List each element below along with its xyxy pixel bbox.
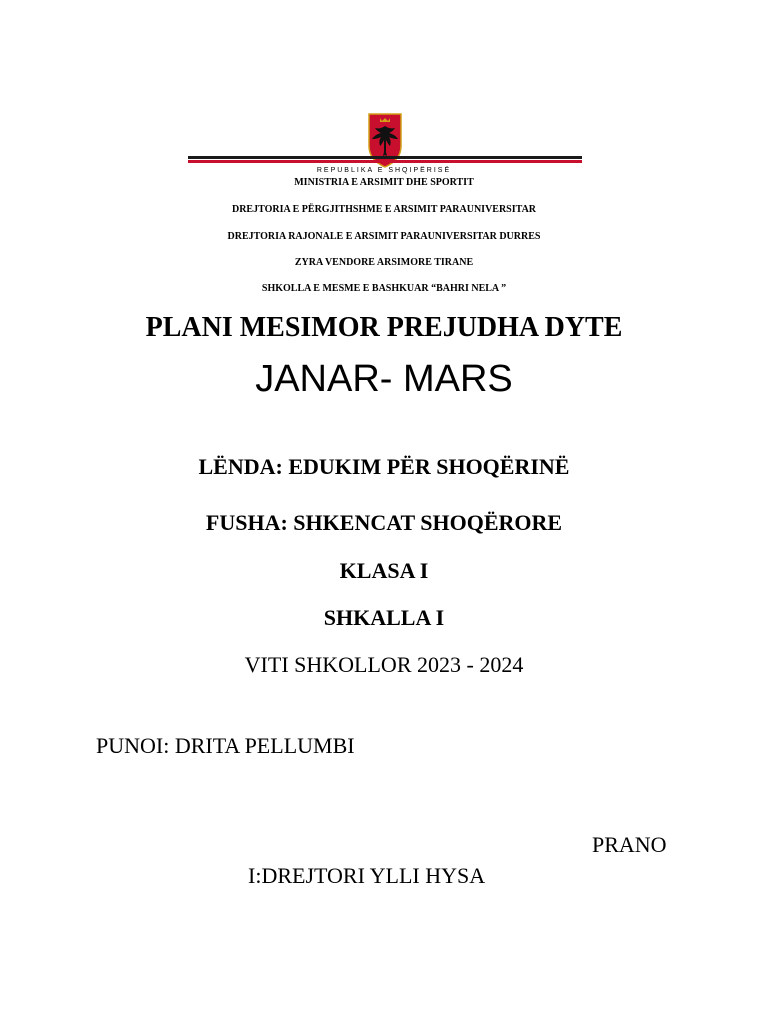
local-office: ZYRA VENDORE ARSIMORE TIRANE <box>294 257 474 268</box>
subject-label: LËNDA: EDUKIM PËR SHOQËRINË <box>198 454 570 479</box>
header-rule-black <box>188 156 582 159</box>
field-label: FUSHA: SHKENCAT SHOQËRORE <box>205 510 563 535</box>
period-title: JANAR- MARS <box>255 358 513 400</box>
republika-label: REPUBLIKA E SHQIPËRISË <box>316 167 452 174</box>
general-directorate: DREJTORIA E PËRGJITHSHME E ARSIMIT PARAUNIVERSITAR <box>231 204 537 215</box>
approved-label: PRANO <box>592 832 667 857</box>
ministry-name: MINISTRIA E ARSIMIT DHE SPORTIT <box>294 177 474 188</box>
header-rule-red <box>188 160 582 163</box>
regional-directorate: DREJTORIA RAJONALE E ARSIMIT PARAUNIVERSITAR DURRES <box>227 231 541 242</box>
author-label: PUNOI: DRITA PELLUMBI <box>96 733 355 758</box>
school-name: SHKOLLA E MESME E BASHKUAR “BAHRI NELA ” <box>261 283 507 294</box>
class-label: KLASA I <box>339 558 429 583</box>
director-label: I:DREJTORI YLLI HYSA <box>248 863 486 888</box>
page-title: PLANI MESIMOR PREJUDHA DYTE <box>145 312 623 343</box>
school-year: VITI SHKOLLOR 2023 - 2024 <box>244 652 524 677</box>
level-label: SHKALLA I <box>323 605 445 630</box>
